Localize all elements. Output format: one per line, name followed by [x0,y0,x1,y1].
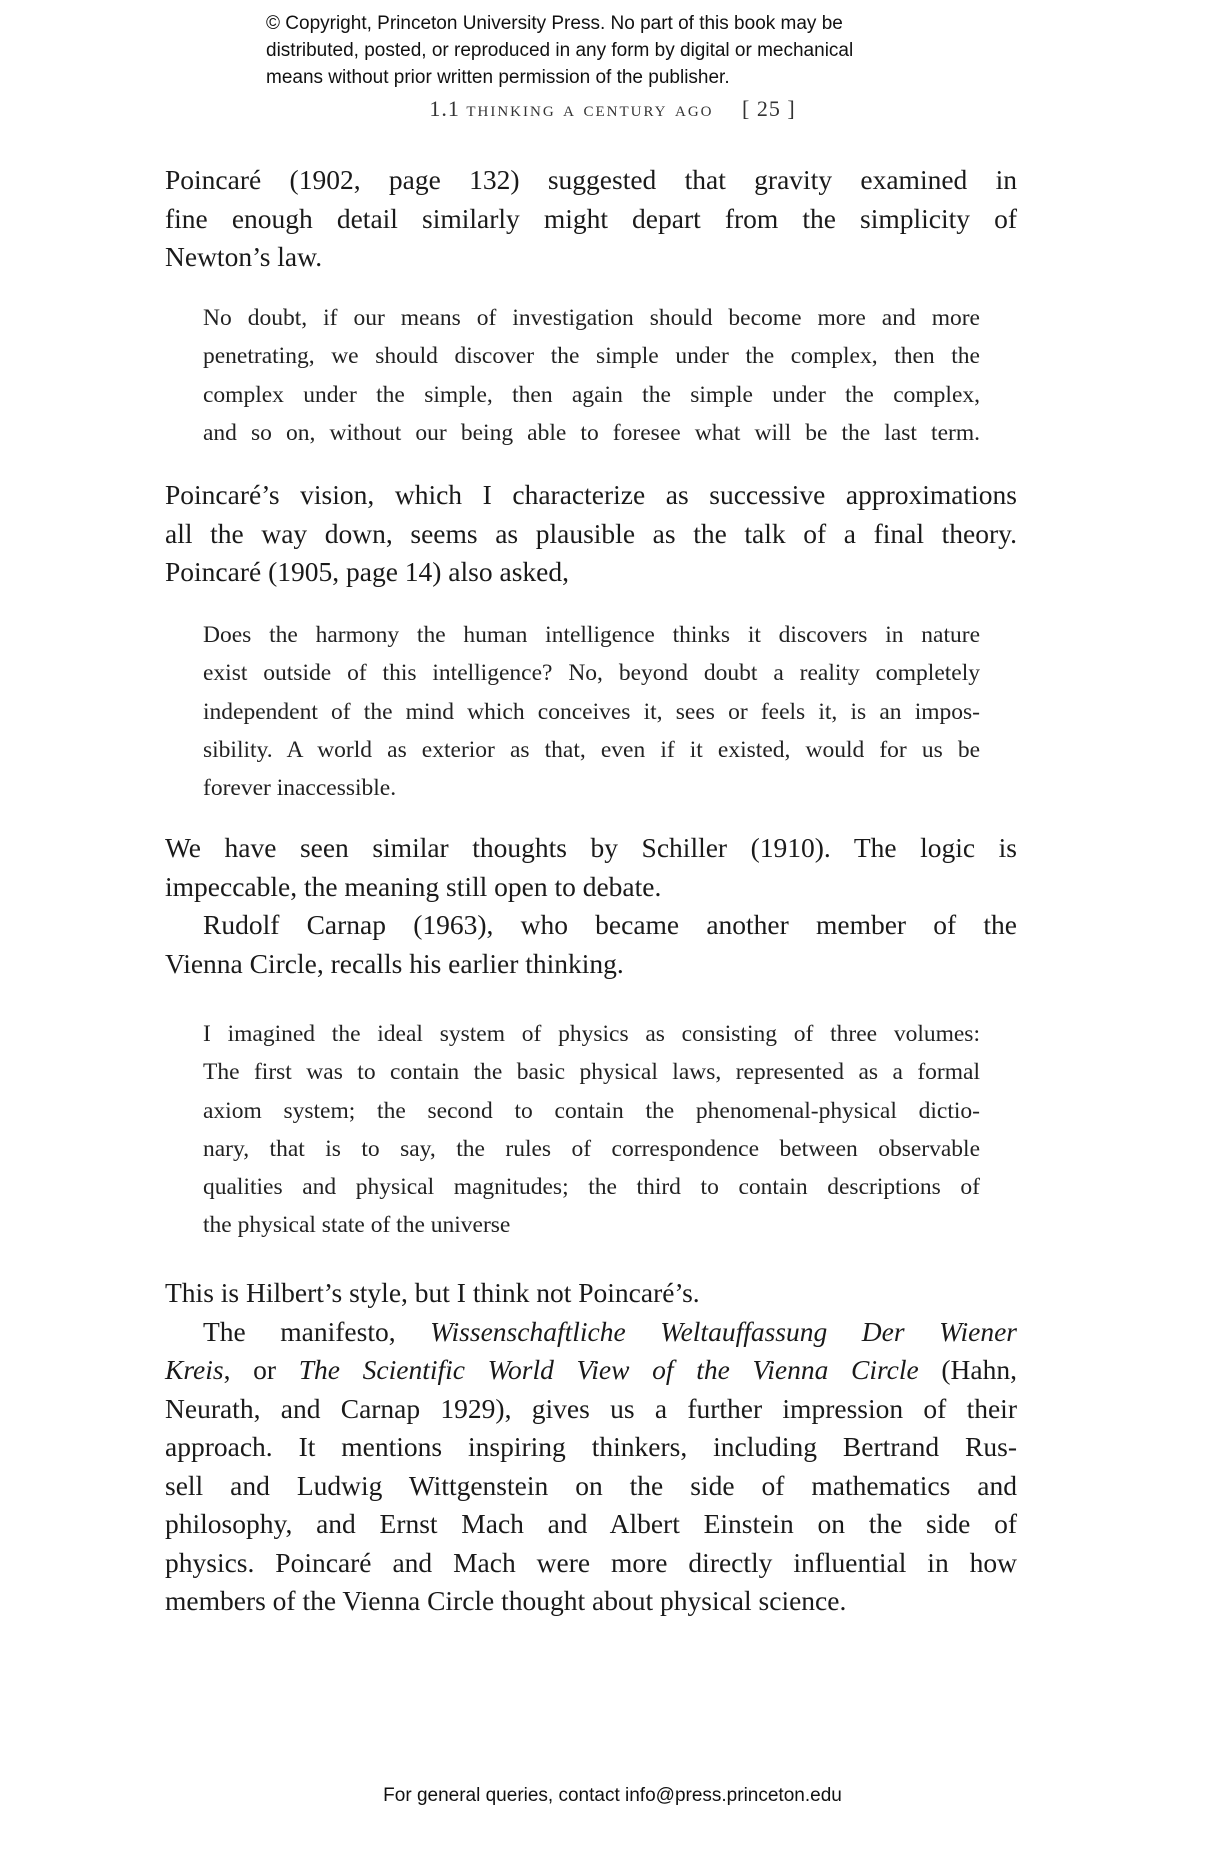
italic-title: Wissenschaftliche Weltauffassung Der Wiener [430,1315,1017,1347]
text-run: Does the harmony the human intelligence thinks it discovers in nature [203,622,980,648]
body-paragraph [165,829,1017,983]
block-quote [203,616,980,807]
footer-contact: For general queries, contact info@press.princeton.edu [383,1785,842,1806]
text-run: exist outside of this intelligence? No, beyond doubt a reality completely [203,660,980,687]
text-run: the physical state of the universe [203,1212,511,1239]
text-run: all the way down, seems as plausible as the talk of a final theory. [165,517,1017,549]
text-run: sell and Ludwig Wittgenstein on the side of mathematics and [165,1469,1017,1501]
text-line [165,906,1017,945]
text-line [165,1505,1017,1544]
text-line [203,337,980,375]
text-run: nary, that is to say, the rules of correspondence between observable [203,1135,980,1162]
text-line [165,1313,1017,1352]
text-line [203,299,980,337]
copyright-line: distributed, posted, or reproduced in any form by digital or mechanical [266,40,854,61]
text-run: We have seen similar thoughts by Schiller (1910). The logic is [165,832,1017,863]
text-line [165,1390,1017,1429]
text-line [165,1428,1017,1467]
body-paragraph [165,476,1017,592]
text-run: The manifesto, [203,1315,431,1347]
text-run: independent of the mind which conceives it, sees or feels it, is an impos- [203,698,980,725]
text-run: , or [223,1354,299,1385]
text-run: Rudolf Carnap (1963), who became another member of the [203,909,1017,940]
text-run: philosophy, and Ernst Mach and Albert Einstein on the side of [165,1508,1017,1539]
text-line [203,1130,980,1168]
text-run: I imagined the ideal system of physics as consisting of three volumes: [203,1021,980,1047]
text-run: Newton’s law. [165,241,323,272]
text-line [165,476,1017,515]
text-run: axiom system; the second to contain the phenomenal-physical dictio- [203,1097,980,1124]
text-line [165,515,1017,554]
text-line [165,1351,1017,1390]
text-run: This is Hilbert’s style, but I think not Poincaré’s. [165,1277,700,1308]
copyright-notice [266,10,853,91]
text-line [203,731,980,769]
text-run: Poincaré’s vision, which I characterize as successive approximations [165,479,1017,510]
body-paragraph [165,161,1017,277]
text-run: The first was to contain the basic physical laws, represented as a formal [203,1059,980,1086]
text-line [203,654,980,692]
text-line [165,1467,1017,1506]
page-number: [ 25 ] [742,96,796,121]
text-run: members of the Vienna Circle thought about physical science. [165,1585,847,1616]
text-line [165,238,1017,277]
text-run: No doubt, if our means of investigation should become more and more [203,305,980,331]
text-line [203,1092,980,1130]
text-line [203,769,980,807]
text-line [165,1582,1017,1621]
section-title: thinking a century ago [466,96,714,121]
text-run: (Hahn, [918,1354,1017,1385]
text-run: Poincaré (1902, page 132) suggested that gravity examined in [165,164,1017,195]
running-head [0,96,1225,122]
text-line [203,1015,980,1053]
text-run: Poincaré (1905, page 14) also asked, [165,556,569,587]
text-line [165,829,1017,868]
text-line [165,1544,1017,1583]
copyright-line: © Copyright, Princeton University Press. No part of this book may be [266,13,843,34]
body-paragraph [165,1274,1017,1621]
copyright-line: means without prior written permission of the publisher. [266,67,730,88]
text-line [165,868,1017,907]
text-run: Neurath, and Carnap 1929), gives us a further impression of their [165,1392,1017,1424]
italic-title: Kreis [165,1354,224,1385]
text-line [165,945,1017,984]
text-run: qualities and physical magnitudes; the third to contain descriptions of [203,1174,980,1201]
text-line [203,376,980,414]
text-line [203,1053,980,1091]
text-line [165,1274,1017,1313]
text-run: fine enough detail similarly might depart from the simplicity of [165,202,1017,234]
text-run: sibility. A world as exterior as that, even if it existed, would for us be [203,736,980,763]
text-line [165,200,1017,239]
text-line [165,161,1017,200]
text-run: approach. It mentions inspiring thinkers, including Bertrand Rus- [165,1431,1017,1462]
text-line [203,414,980,452]
text-run: Vienna Circle, recalls his earlier thinking. [165,947,624,979]
text-run: complex under the simple, then again the simple under the complex, [203,381,980,408]
italic-title: The Scientific World View of the Vienna Circle [298,1354,919,1385]
text-run: impeccable, the meaning still open to debate. [165,870,662,902]
text-line [165,553,1017,592]
text-run: and so on, without our being able to foresee what will be the last term. [203,419,980,446]
text-line [203,693,980,731]
section-number: 1.1 [429,96,460,121]
text-line [203,1168,980,1206]
text-run: forever inaccessible. [203,775,397,802]
block-quote [203,1015,980,1245]
text-run: physics. Poincaré and Mach were more directly influential in how [165,1546,1017,1578]
text-run: penetrating, we should discover the simple under the complex, then the [203,343,980,370]
text-line [203,1206,980,1244]
text-line [203,616,980,654]
block-quote [203,299,980,452]
